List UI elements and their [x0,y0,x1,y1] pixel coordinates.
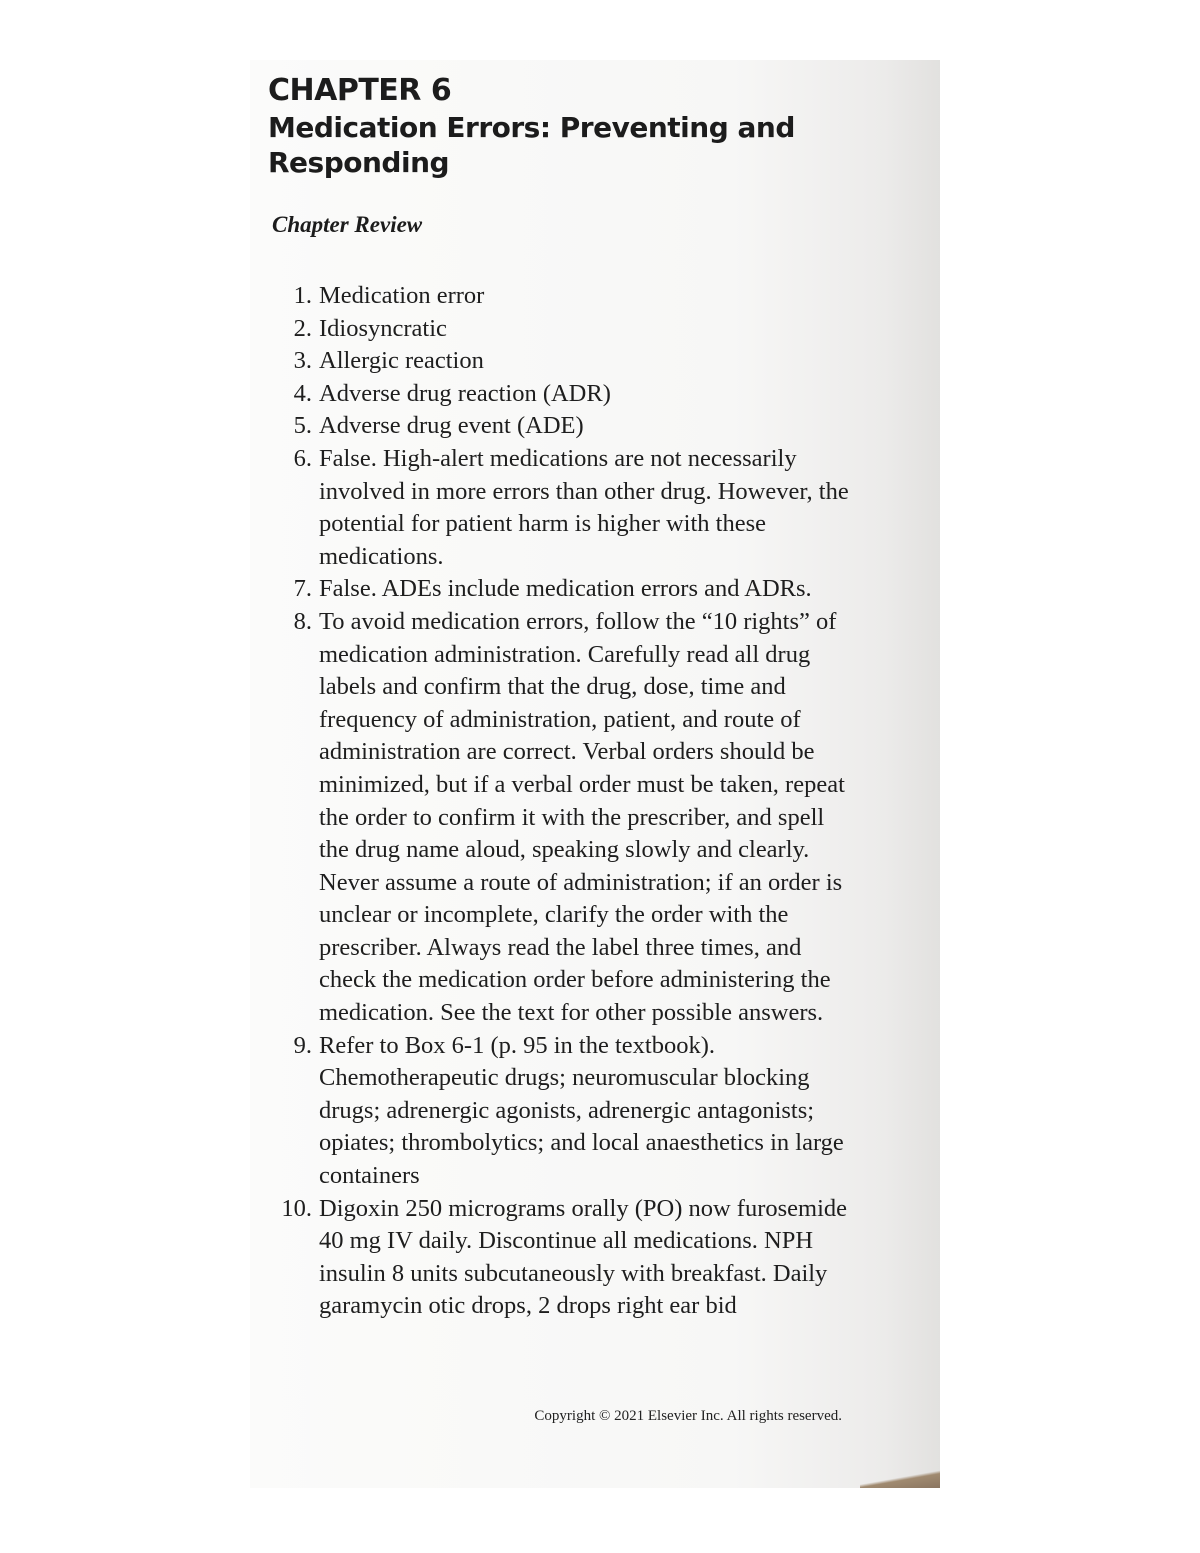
item-text: False. High-alert medications are not necessarily involved in more errors than other drug. However, the potential for patient harm is higher with these medications. [319,444,849,570]
item-text: False. ADEs include medication errors and ADRs. [319,575,812,603]
list-item [282,280,852,313]
item-number: 1. [293,282,312,309]
item-text: Allergic reaction [319,347,484,375]
section-title: Chapter Review [272,212,423,237]
item-number: 7. [293,575,312,603]
list-item [282,345,852,378]
list-item [282,606,852,1030]
document-page [250,60,940,1488]
item-number: 4. [293,379,312,407]
copyright-notice: Copyright © 2021 Elsevier Inc. All rights reserved. [534,1408,842,1424]
item-number: 3. [293,347,312,375]
item-number: 9. [293,1031,312,1059]
list-item [282,378,852,411]
chapter-heading [268,74,828,180]
item-number: 2. [293,314,312,342]
item-text: Adverse drug event (ADE) [319,412,584,440]
list-item [282,313,852,346]
chapter-title: Medication Errors: Preventing and Responding [268,111,795,179]
list-item [282,1030,852,1193]
item-number: 8. [293,607,312,635]
item-text: Adverse drug reaction (ADR) [319,379,611,407]
item-text: To avoid medication errors, follow the “10 rights” of medication administration. Carefully read all drug labels and confirm that the drug, dose, time and frequency of administration, patient, and route of administration are correct. Verbal orders should be minimized, but if a verbal order must be taken, repeat the order to confirm it with the prescriber, and spell the drug name aloud, speaking slowly and clearly. Never assume a route of administration; if an order is unclear or incomplete, clarify the order with the prescriber. Always read the label three times, and check the medication order before administering the medication. See the text for other possible answers. [319,607,845,1027]
item-text: Idiosyncratic [319,314,447,342]
list-item [282,1193,852,1323]
item-text: Refer to Box 6-1 (p. 95 in the textbook). Chemotherapeutic drugs; neuromuscular blocking drugs; adrenergic agonists, adrenergic antagonists; opiates; thrombolytics; and local anaesthetics in large containers [319,1031,844,1190]
list-item [282,410,852,443]
item-number: 5. [293,412,312,440]
list-item [282,573,852,606]
item-text: Digoxin 250 micrograms orally (PO) now furosemide 40 mg IV daily. Discontinue all medications. NPH insulin 8 units subcutaneously with breakfast. Daily garamycin otic drops, 2 drops right ear bid [319,1194,848,1320]
item-text: Medication error [319,282,485,309]
item-number: 6. [293,444,312,472]
page-edge-shadow [860,1470,940,1488]
chapter-review-list [282,280,852,1323]
item-number: 10. [281,1194,312,1222]
chapter-label: CHAPTER 6 [268,73,452,108]
list-item [282,443,852,573]
